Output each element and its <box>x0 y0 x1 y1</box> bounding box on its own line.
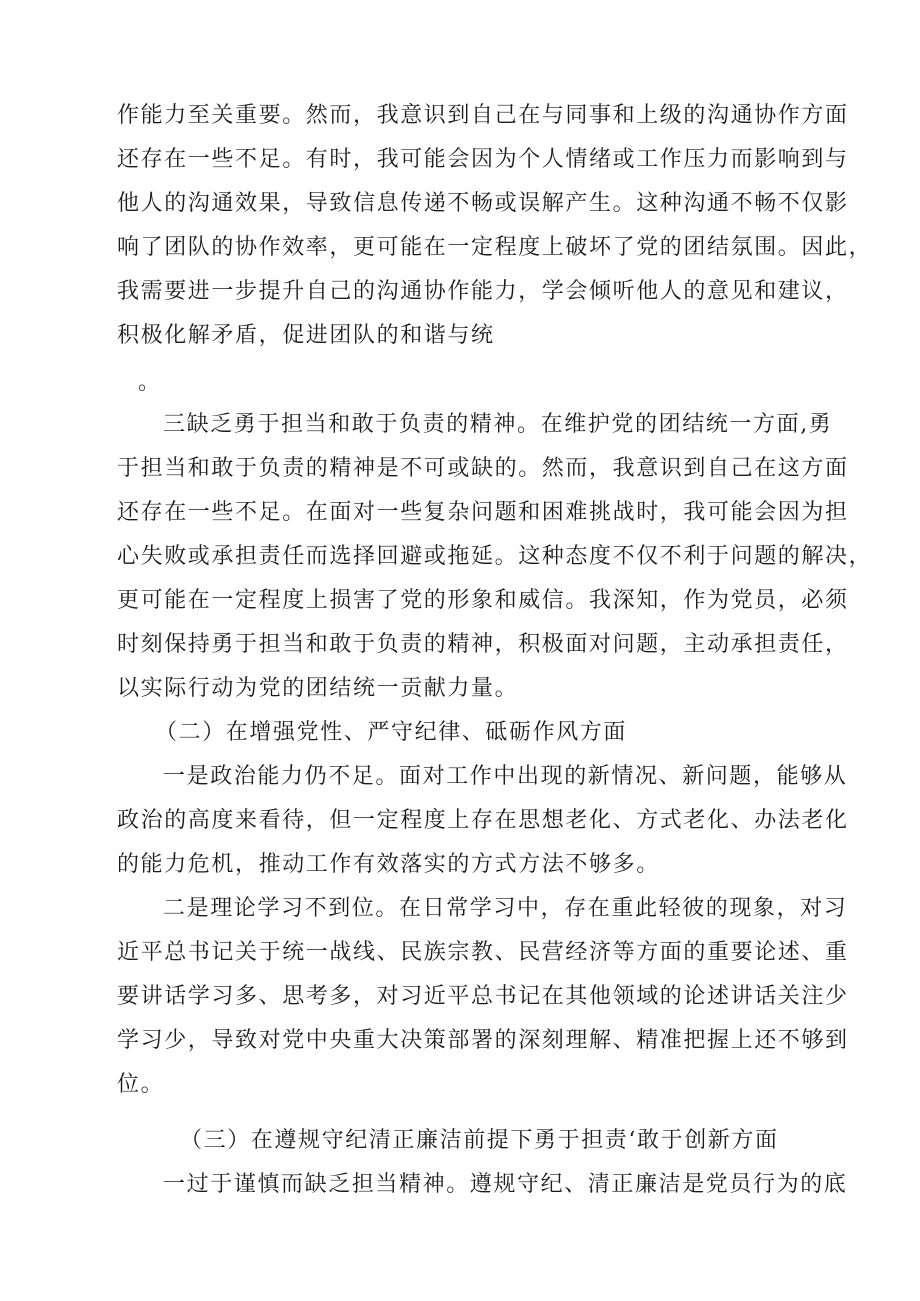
paragraph-line: 更可能在一定程度上损害了党的形象和威信。我深知，作为党员，必须 <box>117 588 849 613</box>
paragraph-line: 时刻保持勇于担当和敢于负责的精神，积极面对问题，主动承担责任， <box>117 632 849 657</box>
paragraph-line: 响了团队的协作效率，更可能在一定程度上破坏了党的团结氛围。因此， <box>117 235 873 260</box>
paragraph-line: 积极化解矛盾，促进团队的和谐与统 <box>117 323 495 348</box>
paragraph-line: 一过于谨慎而缺乏担当精神。遵规守纪、清正廉洁是党员行为的底 <box>163 1172 848 1197</box>
paragraph-line: 学习少，导致对党中央重大决策部署的深刻理解、精准把握上还不够到 <box>117 1028 849 1053</box>
paragraph-line: 要讲话学习多、思考多，对习近平总书记在其他领域的论述讲话关注少 <box>117 984 849 1009</box>
paragraph-line: 三缺乏勇于担当和敢于负责的精神。在维护党的团结统一方面,勇 <box>163 412 833 437</box>
paragraph-line: 近平总书记关于统一战线、民族宗教、民营经济等方面的重要论述、重 <box>117 940 849 965</box>
paragraph-line: 的能力危机，推动工作有效落实的方式方法不够多。 <box>117 852 660 877</box>
paragraph-line: 作能力至关重要。然而，我意识到自己在与同事和上级的沟通协作方面 <box>117 103 849 128</box>
paragraph-line: 一是政治能力仍不足。面对工作中出现的新情况、新问题，能够从 <box>163 764 848 789</box>
section-heading: （三）在遵规守纪清正廉洁前提下勇于担责‘敢于创新方面 <box>180 1128 779 1153</box>
paragraph-line: 政治的高度来看待，但一定程度上存在思想老化、方式老化、办法老化 <box>117 808 849 833</box>
paragraph-line: 还存在一些不足。在面对一些复杂问题和困难挑战时，我可能会因为担 <box>117 500 849 525</box>
paragraph-line: 位。 <box>117 1072 165 1097</box>
paragraph-line: 我需要进一步提升自己的沟通协作能力，学会倾听他人的意见和建议， <box>117 279 849 304</box>
paragraph-line: 还存在一些不足。有时，我可能会因为个人情绪或工作压力而影响到与 <box>117 147 849 172</box>
paragraph-line: 心失败或承担责任而选择回避或拖延。这种态度不仅不利于问题的解决， <box>117 544 873 569</box>
section-heading: （二）在增强党性、严守纪律、砥砺作风方面 <box>155 720 628 745</box>
paragraph-line: 。 <box>138 370 162 395</box>
paragraph-line: 于担当和敢于负责的精神是不可或缺的。然而，我意识到自己在这方面 <box>117 456 849 481</box>
paragraph-line: 以实际行动为党的团结统一贡献力量。 <box>117 676 519 701</box>
paragraph-line: 二是理论学习不到位。在日常学习中，存在重此轻彼的现象，对习 <box>163 896 848 921</box>
paragraph-line: 他人的沟通效果，导致信息传递不畅或误解产生。这种沟通不畅不仅影 <box>117 191 849 216</box>
